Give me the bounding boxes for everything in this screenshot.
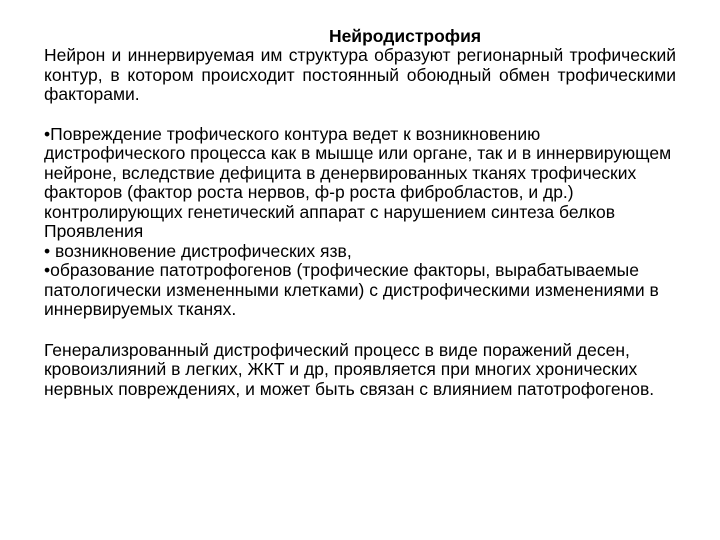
- intro-paragraph: Нейрон и иннервируемая им структура образуют регионарный трофический контур, в котором происходит постоянный обоюдный обмен трофическими факторами.: [44, 45, 676, 104]
- bullet-ulcers: • возникновение дистрофических язв,: [44, 240, 352, 261]
- bullet-damage: •Повреждение трофического контура ведет к возникновению дистрофического процесса как в мышце или органе, так и в иннервирующем нейроне, вследствие дефицита в денервированных тканях трофических факторов (фактор роста нервов, ф-р роста фибробластов, и др.) контролирующих генетический аппарат с нарушением синтеза белков: [44, 123, 672, 222]
- bullet-pathotrophogens: •образование патотрофогенов (трофические факторы, вырабатываемые патологически измененными клетками) с дистрофическими изменениями в иннервируемых тканях.: [44, 260, 659, 319]
- manifestations-heading: Проявления: [44, 221, 144, 241]
- slide-title: Нейродистрофия: [328, 26, 482, 46]
- slide-content: [44, 26, 676, 399]
- generalized-paragraph: Генерализрованный дистрофический процесс в виде поражений десен, кровоизлияний в легких, ЖКТ и др, проявляется при многих хронических нервных повреждениях, и может быть связан с влиянием патотрофогенов.: [44, 339, 655, 399]
